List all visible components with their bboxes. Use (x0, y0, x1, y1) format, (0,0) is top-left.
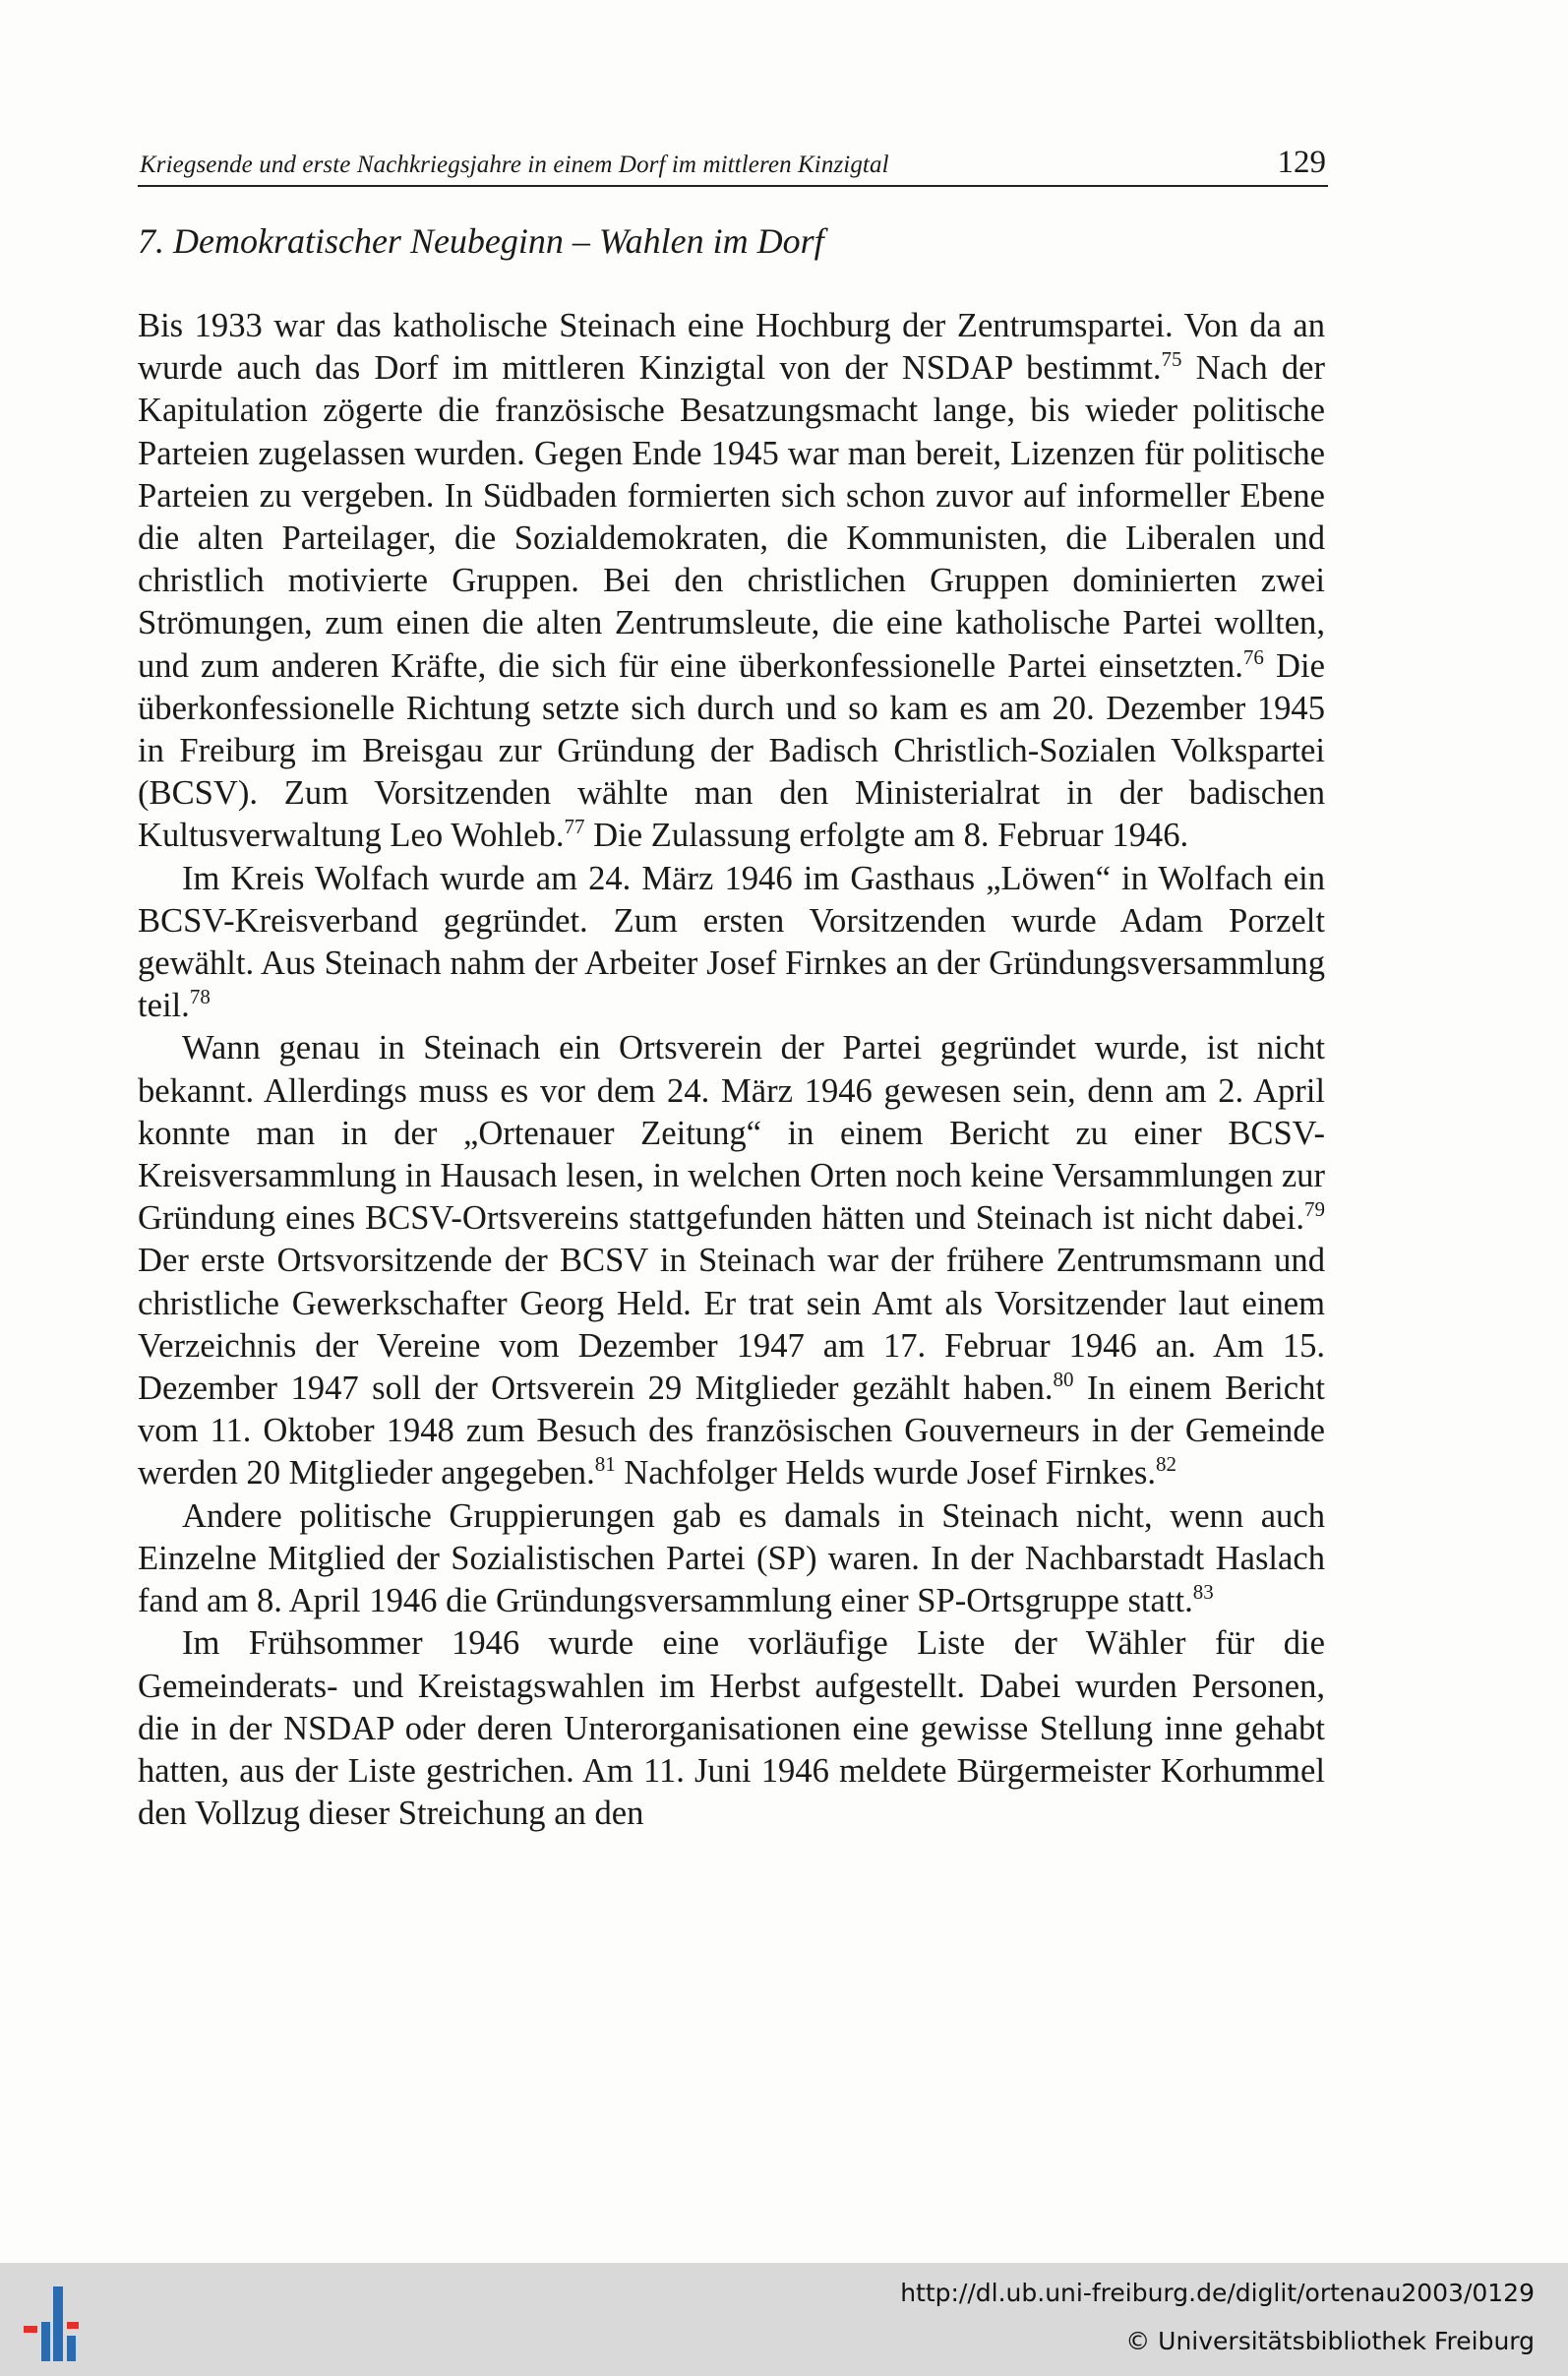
paragraph (138, 1027, 1325, 1494)
paragraph-text: Im Kreis Wolfach wurde am 24. März 1946 im Gasthaus „Löwen“ in Wolfach ein BCSV-Kreisverband gegründet. Zum ersten Vorsitzenden wurde Adam Porzelt gewählt. Aus Steinach nahm der Arbeiter Josef Firnkes an der Gründungsversammlung teil. (138, 859, 1325, 1025)
footer-bar (0, 2263, 1568, 2376)
paragraph (138, 1622, 1325, 1835)
footer-url[interactable] (900, 2279, 1535, 2307)
section-heading: 7. Demokratischer Neubeginn – Wahlen im Dorf (138, 221, 824, 261)
footnote-marker: 78 (189, 985, 211, 1009)
footnote-marker: 81 (594, 1452, 616, 1477)
page-number: 129 (1277, 145, 1326, 180)
paragraph (138, 858, 1325, 1028)
paragraph-text: Andere politische Gruppierungen gab es damals in Steinach nicht, wenn auch Einzelne Mitglied der Sozialistischen Partei (SP) waren. In der Nachbarstadt Haslach fand am 8. April 1946 die Gründungsversammlung einer SP-Ortsgruppe statt. (138, 1496, 1325, 1620)
body-text (138, 305, 1325, 1835)
paragraph-text: Der erste Ortsvorsitzende der BCSV in Steinach war der frühere Zentrumsmann und christliche Gewerkschafter Georg Held. Er trat sein Amt als Vorsitzender laut einem Verzeichnis der Vereine vom Dezember 1947 am 17. Februar 1946 an. Am 15. Dezember 1947 soll der Ortsverein 29 Mitglieder gezählt haben. (138, 1242, 1325, 1408)
paragraph-text: Nachfolger Helds wurde Josef Firnkes. (615, 1454, 1156, 1493)
footer-copyright: © Universitätsbibliothek Freiburg (1125, 2327, 1535, 2355)
footnote-marker: 76 (1242, 644, 1264, 669)
paragraph-text: Bis 1933 war das katholische Steinach eine Hochburg der Zentrumspartei. Von da an wurde auch das Dorf im mittleren Kinzigtal von der NSDAP bestimmt. (138, 307, 1325, 388)
ub-freiburg-logo-icon (20, 2285, 98, 2363)
running-head (138, 136, 1328, 187)
footnote-marker: 77 (564, 815, 585, 839)
paragraph (138, 305, 1325, 858)
paragraph-text: In einem Bericht vom 11. Oktober 1948 zum Besuch des französischen Gouverneurs in der Gemeinde werden 20 Mitglieder angegeben. (138, 1370, 1325, 1493)
footnote-marker: 80 (1053, 1368, 1074, 1392)
paragraph-text: Im Frühsommer 1946 wurde eine vorläufige Liste der Wähler für die Gemeinderats- und Kreistagswahlen im Herbst aufgestellt. Dabei wurden Personen, die in der NSDAP oder deren Unterorganisationen eine gewisse Stellung inne gehabt hatten, aus der Liste gestrichen. Am 11. Juni 1946 meldete Bürgermeister Korhummel den Vollzug dieser Streichung an den (138, 1624, 1325, 1833)
footnote-marker: 82 (1155, 1452, 1176, 1477)
paragraph (138, 1495, 1325, 1623)
paragraph-text: Nach der Kapitulation zögerte die französische Besatzungsmacht lange, bis wieder politische Parteien zugelassen wurden. Gegen Ende 1945 war man bereit, Lizenzen für politische Parteien zu vergeben. In Südbaden formierten sich schon zuvor auf informeller Ebene die alten Parteilager, die Sozialdemokraten, die Kommunisten, die Liberalen und christlich motivierte Gruppen. Bei den christlichen Gruppen dominierten zwei Strömungen, zum einen die alten Zentrumsleute, die eine katholische Partei wollten, und zum anderen Kräfte, die sich für eine überkonfessionelle Partei einsetzten. (138, 349, 1325, 685)
footnote-marker: 75 (1161, 347, 1182, 372)
footer-url-link[interactable]: http://dl.ub.uni-freiburg.de/diglit/ortenau2003/0129 (900, 2279, 1535, 2307)
footnote-marker: 79 (1304, 1197, 1325, 1222)
paragraph-text: Die Zulassung erfolgte am 8. Februar 1946. (584, 817, 1189, 855)
paragraph-text: Die überkonfessionelle Richtung setzte sich durch und so kam es am 20. Dezember 1945 in Freiburg im Breisgau zur Gründung der Badisch Christlich-Sozialen Volkspartei (BCSV). Zum Vorsitzenden wählte man den Ministerialrat in der badischen Kultusverwaltung Leo Wohleb. (138, 646, 1325, 855)
running-title: Kriegsende und erste Nachkriegsjahre in einem Dorf im mittleren Kinzigtal (140, 152, 889, 178)
paragraph-text: Wann genau in Steinach ein Ortsverein der Partei gegründet wurde, ist nicht bekannt. Allerdings muss es vor dem 24. März 1946 gewesen sein, denn am 2. April konnte man in der „Ortenauer Zeitung“ in einem Bericht zu einer BCSV-Kreisversammlung in Hausach lesen, in welchen Orten noch keine Versammlungen zur Gründung eines BCSV-Ortsvereins stattgefunden hätten und Steinach ist nicht dabei. (138, 1029, 1325, 1238)
footnote-marker: 83 (1192, 1580, 1214, 1605)
